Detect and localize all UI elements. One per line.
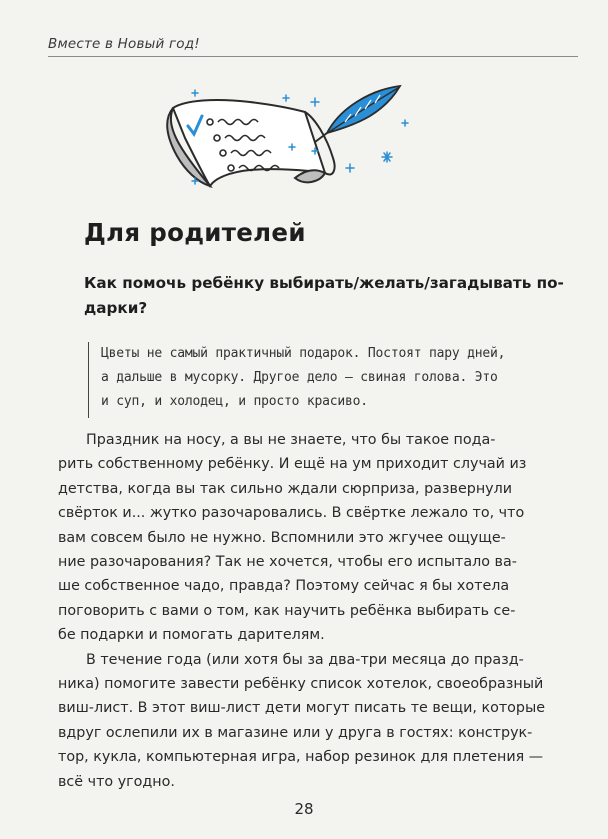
header-divider	[48, 56, 578, 57]
section-subtitle	[84, 271, 584, 321]
text-line: Праздник на носу, а вы не знаете, что бы такое пода-	[86, 432, 496, 448]
text-line: ние разочарования? Так не хочется, чтобы его испытало ва-	[58, 554, 517, 571]
paragraph	[58, 648, 588, 794]
section-title: Для родителей	[84, 218, 306, 247]
quote-line: Цветы не самый практичный подарок. Постоят пару дней,	[101, 346, 506, 361]
page-number: 28	[294, 800, 314, 818]
quote-line: и суп, и холодец, и просто красиво.	[101, 394, 368, 409]
text-line: вдруг ослепили их в магазине или у друга в гостях: конструк-	[58, 724, 533, 741]
text-line: тор, кукла, компьютерная игра, набор резинок для плетения —	[58, 749, 544, 766]
text-line: ше собственное чадо, правда? Поэтому сейчас я бы хотела	[58, 578, 510, 595]
text-line: вам совсем было не нужно. Вспомнили это жгучее ощуще-	[58, 529, 506, 546]
text-line: виш-лист. В этот виш-лист дети могут писать те вещи, которые	[58, 700, 546, 717]
quote-line: а дальше в мусорку. Другое дело — свиная голова. Это	[101, 370, 498, 385]
running-header: Вместе в Новый год!	[48, 36, 200, 52]
scroll-with-quill-icon	[155, 78, 415, 198]
text-line: всё что угодно.	[58, 773, 175, 790]
subtitle-line: Как помочь ребёнку выбирать/желать/загадывать по-	[84, 274, 564, 292]
text-line: рить собственному ребёнку. И ещё на ум приходит случай из	[58, 456, 527, 473]
subtitle-line: дарки?	[84, 299, 148, 317]
text-line: ника) помогите завести ребёнку список хотелок, своеобразный	[58, 676, 544, 693]
text-line: В течение года (или хотя бы за два-три месяца до празд-	[86, 651, 524, 668]
epigraph-quote	[88, 342, 588, 418]
text-line: бе подарки и помогать дарителям.	[58, 627, 325, 644]
paragraph	[58, 428, 588, 648]
text-line: детства, когда вы так сильно ждали сюрприза, развернули	[58, 480, 513, 497]
text-line: поговорить с вами о том, как научить ребёнка выбирать се-	[58, 602, 516, 619]
body-text	[58, 428, 588, 794]
text-line: свёрток и... жутко разочаровались. В свёртке лежало то, что	[58, 505, 525, 522]
